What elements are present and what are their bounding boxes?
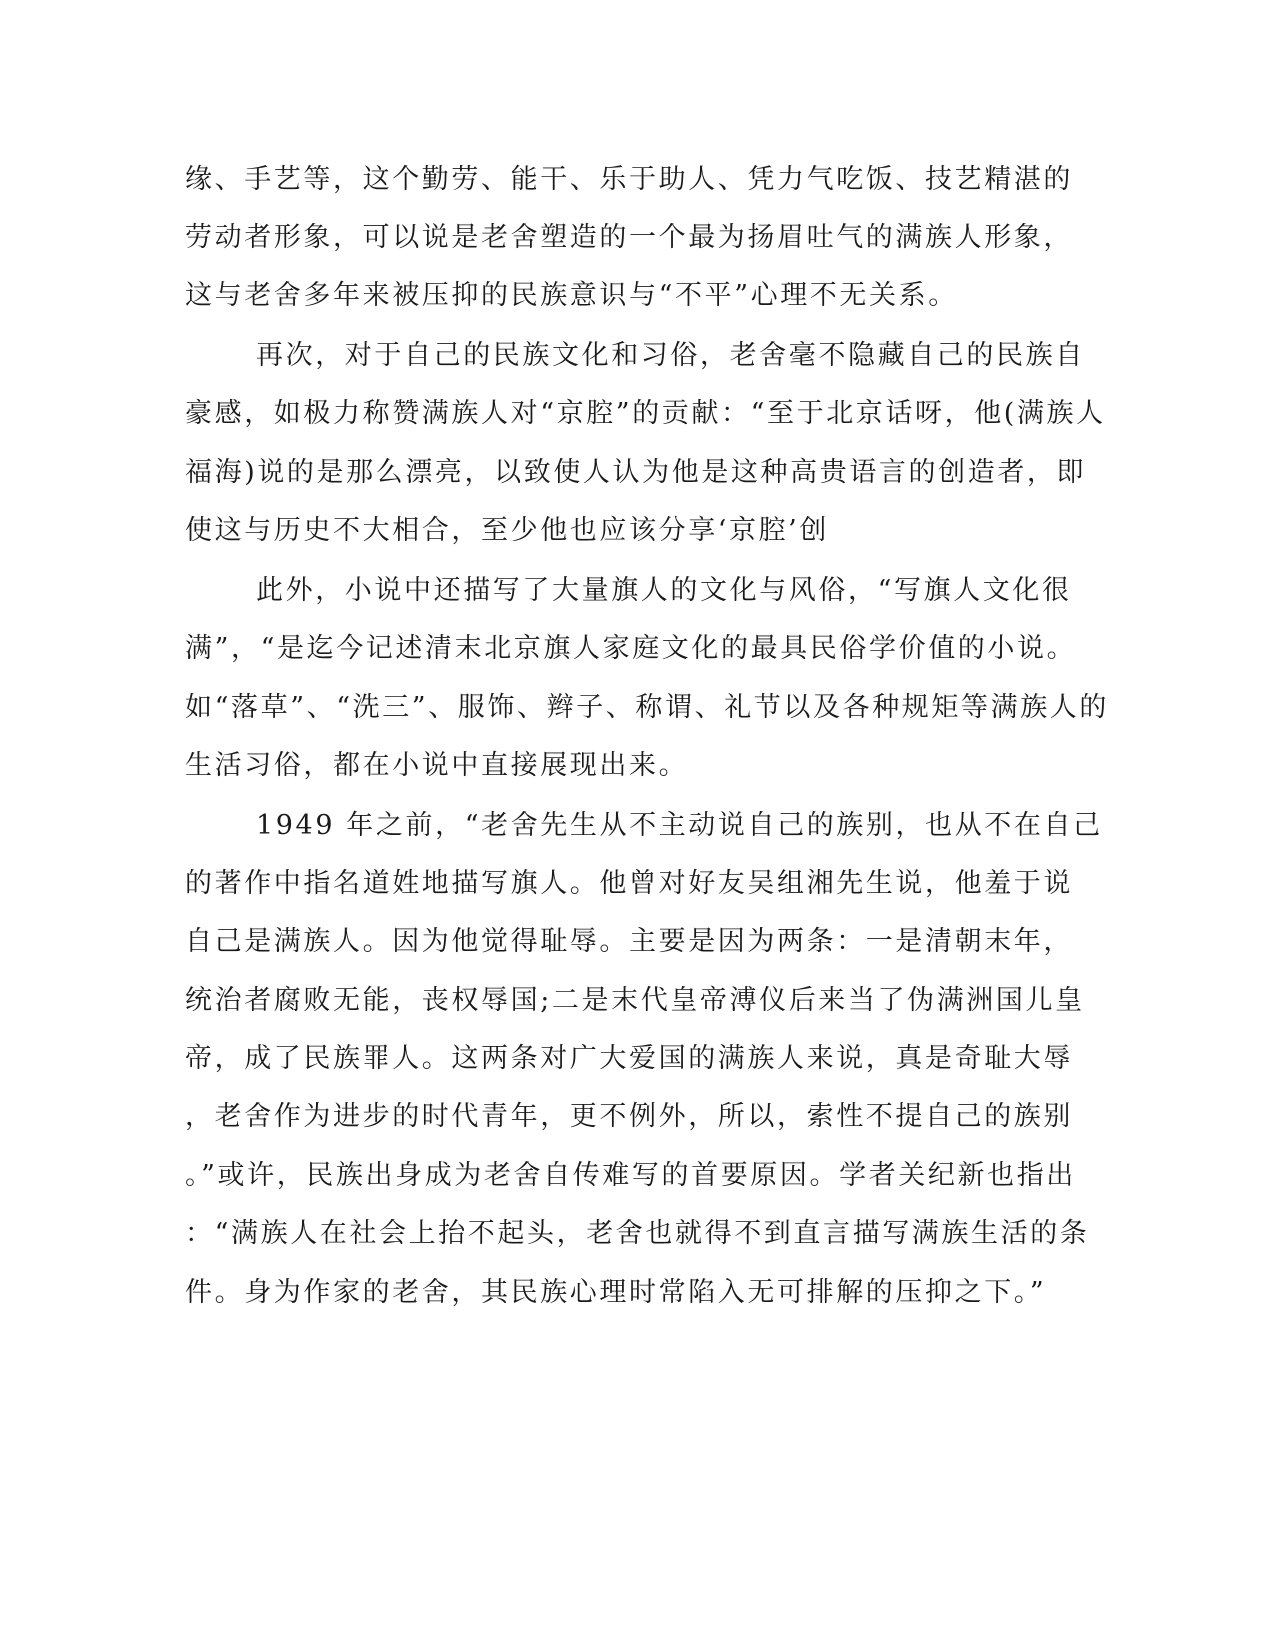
- text-line: 帝，成了民族罪人。这两条对广大爱国的满族人来说，真是奇耻大辱: [185, 1043, 1073, 1074]
- text-line: 生活习俗，都在小说中直接展现出来。: [185, 750, 689, 781]
- text-line: 使这与历史不大相合，至少他也应该分享‘京腔’创: [185, 515, 829, 546]
- text-line: 件。身为作家的老舍，其民族心理时常陷入无可排解的压抑之下。”: [185, 1277, 1047, 1308]
- text-line: 劳动者形象，可以说是老舍塑造的一个最为扬眉吐气的满族人形象，: [185, 222, 1073, 253]
- text-line: ，老舍作为进步的时代青年，更不例外，所以，索性不提自己的族别: [185, 1101, 1073, 1132]
- text-line: 豪感，如极力称赞满族人对“京腔”的贡献：“至于北京话呀，他(满族人: [185, 398, 1106, 429]
- text-line: ：“满族人在社会上抬不起头，老舍也就得不到直言描写满族生活的条: [185, 1218, 1090, 1249]
- text-line: 缘、手艺等，这个勤劳、能干、乐于助人、凭力气吃饭、技艺精湛的: [185, 164, 1073, 195]
- paragraph-first-line: 此外，小说中还描写了大量旗人的文化与风俗，“写旗人文化很: [256, 575, 1072, 606]
- paragraph-first-line: 再次，对于自己的民族文化和习俗，老舍毫不隐藏自己的民族自: [256, 340, 1085, 371]
- text-line: 。”或许，民族出身成为老舍自传难写的首要原因。学者关纪新也指出: [185, 1160, 1076, 1191]
- text-line: 自己是满族人。因为他觉得耻辱。主要是因为两条：一是清朝末年，: [185, 926, 1073, 957]
- text-line: 福海)说的是那么漂亮，以致使人认为他是这种高贵语言的创造者，即: [185, 457, 1087, 488]
- text-line: 如“落草”、“洗三”、服饰、辫子、称谓、礼节以及各种规矩等满族人的: [185, 692, 1110, 723]
- text-line: 这与老舍多年来被压抑的民族意识与“不平”心理不无关系。: [185, 280, 958, 311]
- text-line: 满”，“是迄今记述清末北京旗人家庭文化的最具民俗学价值的小说。: [185, 633, 1077, 664]
- text-line: 统治者腐败无能，丧权辱国;二是末代皇帝溥仪后来当了伪满洲国儿皇: [185, 985, 1085, 1016]
- text-line: 的著作中指名道姓地描写旗人。他曾对好友吴组湘先生说，他羞于说: [185, 868, 1073, 899]
- paragraph-first-line: 1949 年之前，“老舍先生从不主动说自己的族别，也从不在自己: [256, 810, 1103, 841]
